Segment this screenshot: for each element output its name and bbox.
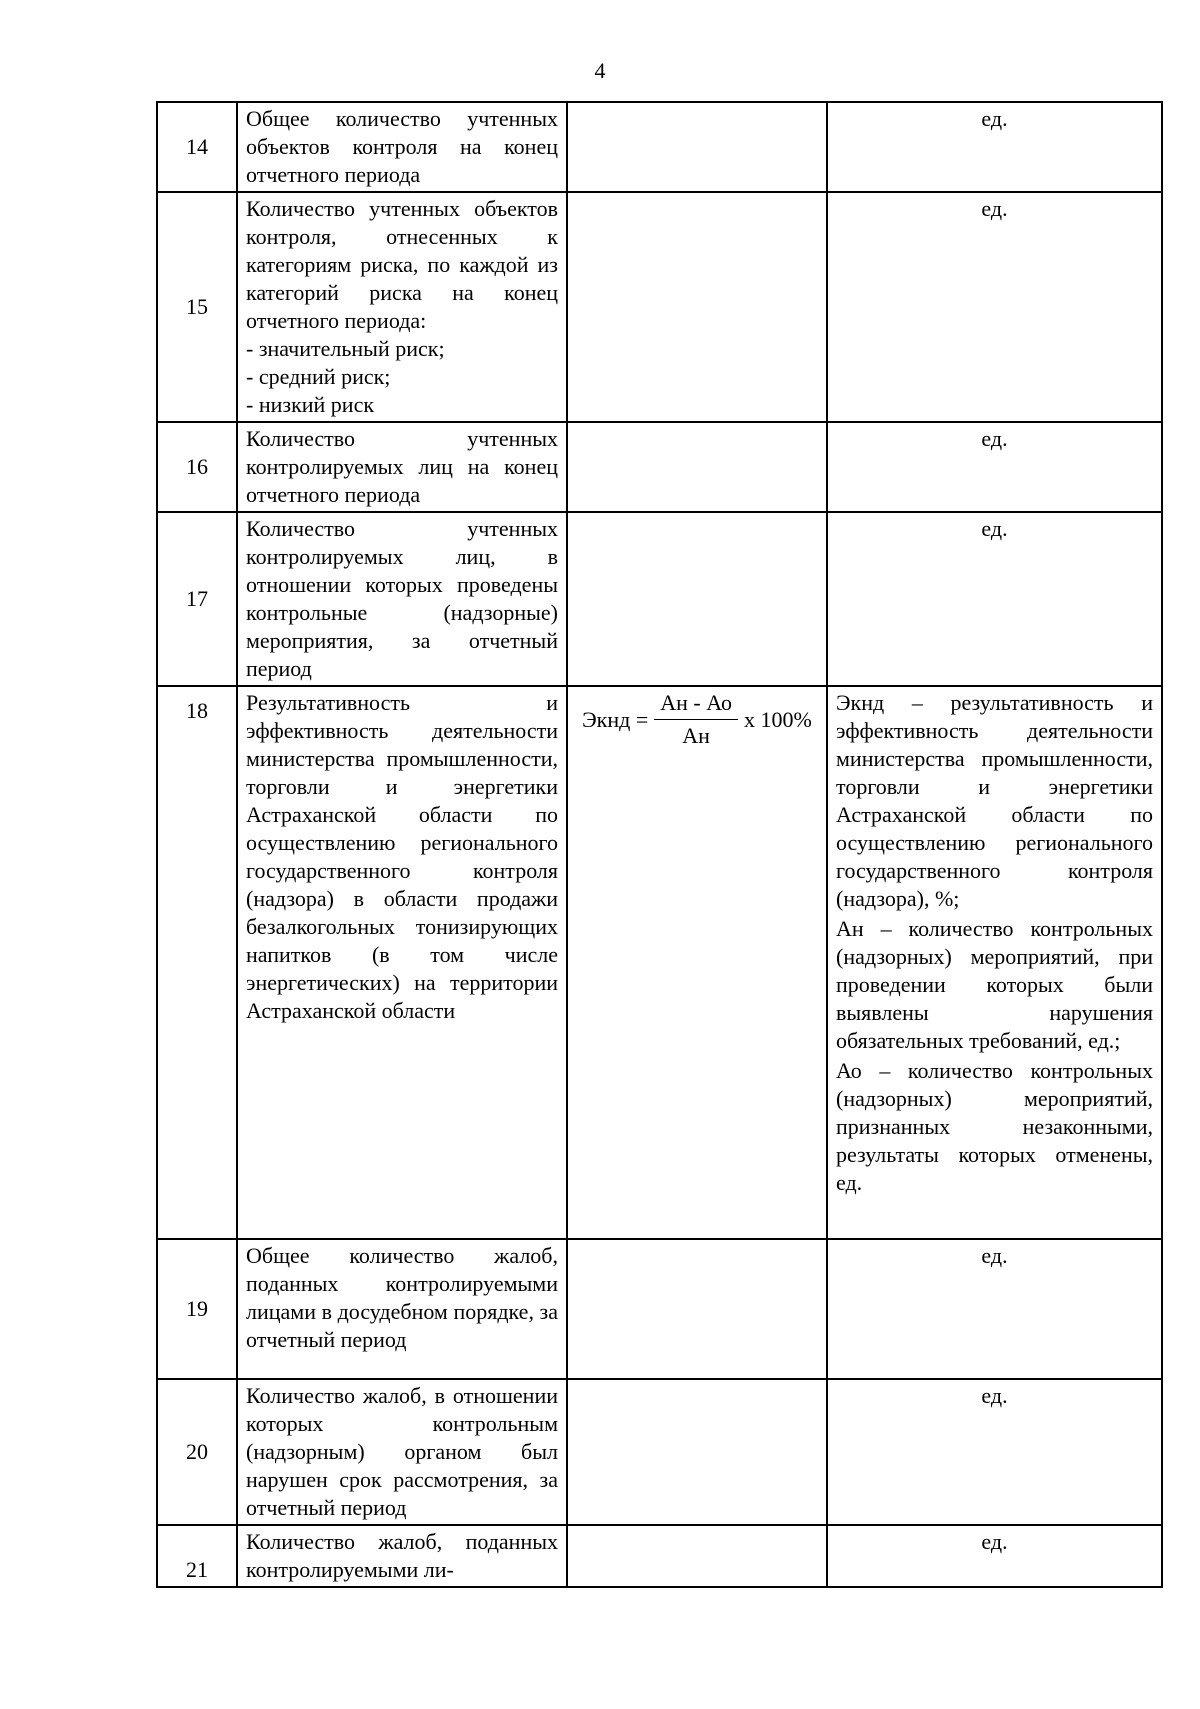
unit-label: ед. [827,422,1162,512]
row-number: 19 [157,1239,237,1379]
risk-item: - значительный риск; [246,336,445,361]
unit-label: ед. [827,1239,1162,1379]
formula-cell [567,1239,827,1379]
unit-label: ед. [827,1379,1162,1525]
table-row [157,686,1162,1239]
indicator-name: Общее количество жалоб, поданных контролируемыми лицами в досудебном порядке, за отчетный период [237,1239,567,1379]
row-number: 20 [157,1379,237,1525]
formula-cell [567,512,827,686]
formula-cell [567,686,827,1239]
table-row [157,1239,1162,1379]
risk-item: - средний риск; [246,364,391,389]
table-row [157,192,1162,422]
indicator-name: Общее количество учтенных объектов контроля на конец отчетного периода [237,102,567,192]
row-number: 21 [157,1525,237,1587]
formula-definitions [827,686,1162,1239]
efficiency-formula [576,689,818,750]
row-number: 18 [157,686,237,1239]
indicator-name: Количество жалоб, в отношении которых контрольным (надзорным) органом был нарушен срок рассмотрения, за отчетный период [237,1379,567,1525]
row-number: 17 [157,512,237,686]
definition-item: Экнд – результативность и эффективность деятельности министерства промышленности, торговли и энергетики Астраханской области по осуществлению регионального государственного контроля (надзора), %; [836,690,1153,911]
formula-cell [567,102,827,192]
formula-denominator: Ан [682,723,710,748]
table-row [157,1525,1162,1587]
definition-item: Ао – количество контрольных (надзорных) мероприятий, признанных незаконными, результаты которых отменены, ед. [836,1058,1153,1195]
formula-fraction [654,689,738,750]
unit-label: ед. [827,512,1162,686]
indicator-name: Количество жалоб, поданных контролируемыми ли- [237,1525,567,1587]
indicator-name: Количество учтенных объектов контроля, отнесенных к категориям риска, по каждой из категорий риска на конец отчетного периода: [246,196,558,333]
definition-item: Ан – количество контрольных (надзорных) мероприятий, при проведении которых были выявлены нарушения обязательных требований, ед.; [836,916,1153,1053]
formula-cell [567,1525,827,1587]
table-row [157,512,1162,686]
formula-numerator: Ан - Ао [654,689,738,720]
unit-label: ед. [827,102,1162,192]
indicator-name: Количество учтенных контролируемых лиц, в отношении которых проведены контрольные (надзорные) мероприятия, за отчетный период [237,512,567,686]
indicator-name: Количество учтенных контролируемых лиц на конец отчетного периода [237,422,567,512]
table-row [157,1379,1162,1525]
indicators-table [156,101,1163,1588]
formula-cell [567,1379,827,1525]
table-row [157,102,1162,192]
row-number: 14 [157,102,237,192]
row-number: 15 [157,192,237,422]
table-row [157,422,1162,512]
indicator-name: Результативность и эффективность деятельности министерства промышленности, торговли и энергетики Астраханской области по осуществлению регионального государственного контроля (надзора) в области продажи безалкогольных тонизирующих напитков (в том числе энергетических) на территории Астраханской области [237,686,567,1239]
formula-cell [567,192,827,422]
row-number: 16 [157,422,237,512]
formula-multiplier: х 100% [744,706,812,732]
unit-label: ед. [827,192,1162,422]
formula-lhs: Экнд = [582,706,649,732]
indicator-name-cell [237,192,567,422]
unit-label: ед. [827,1525,1162,1587]
formula-cell [567,422,827,512]
risk-item: - низкий риск [246,392,375,417]
page-number: 4 [594,58,606,83]
